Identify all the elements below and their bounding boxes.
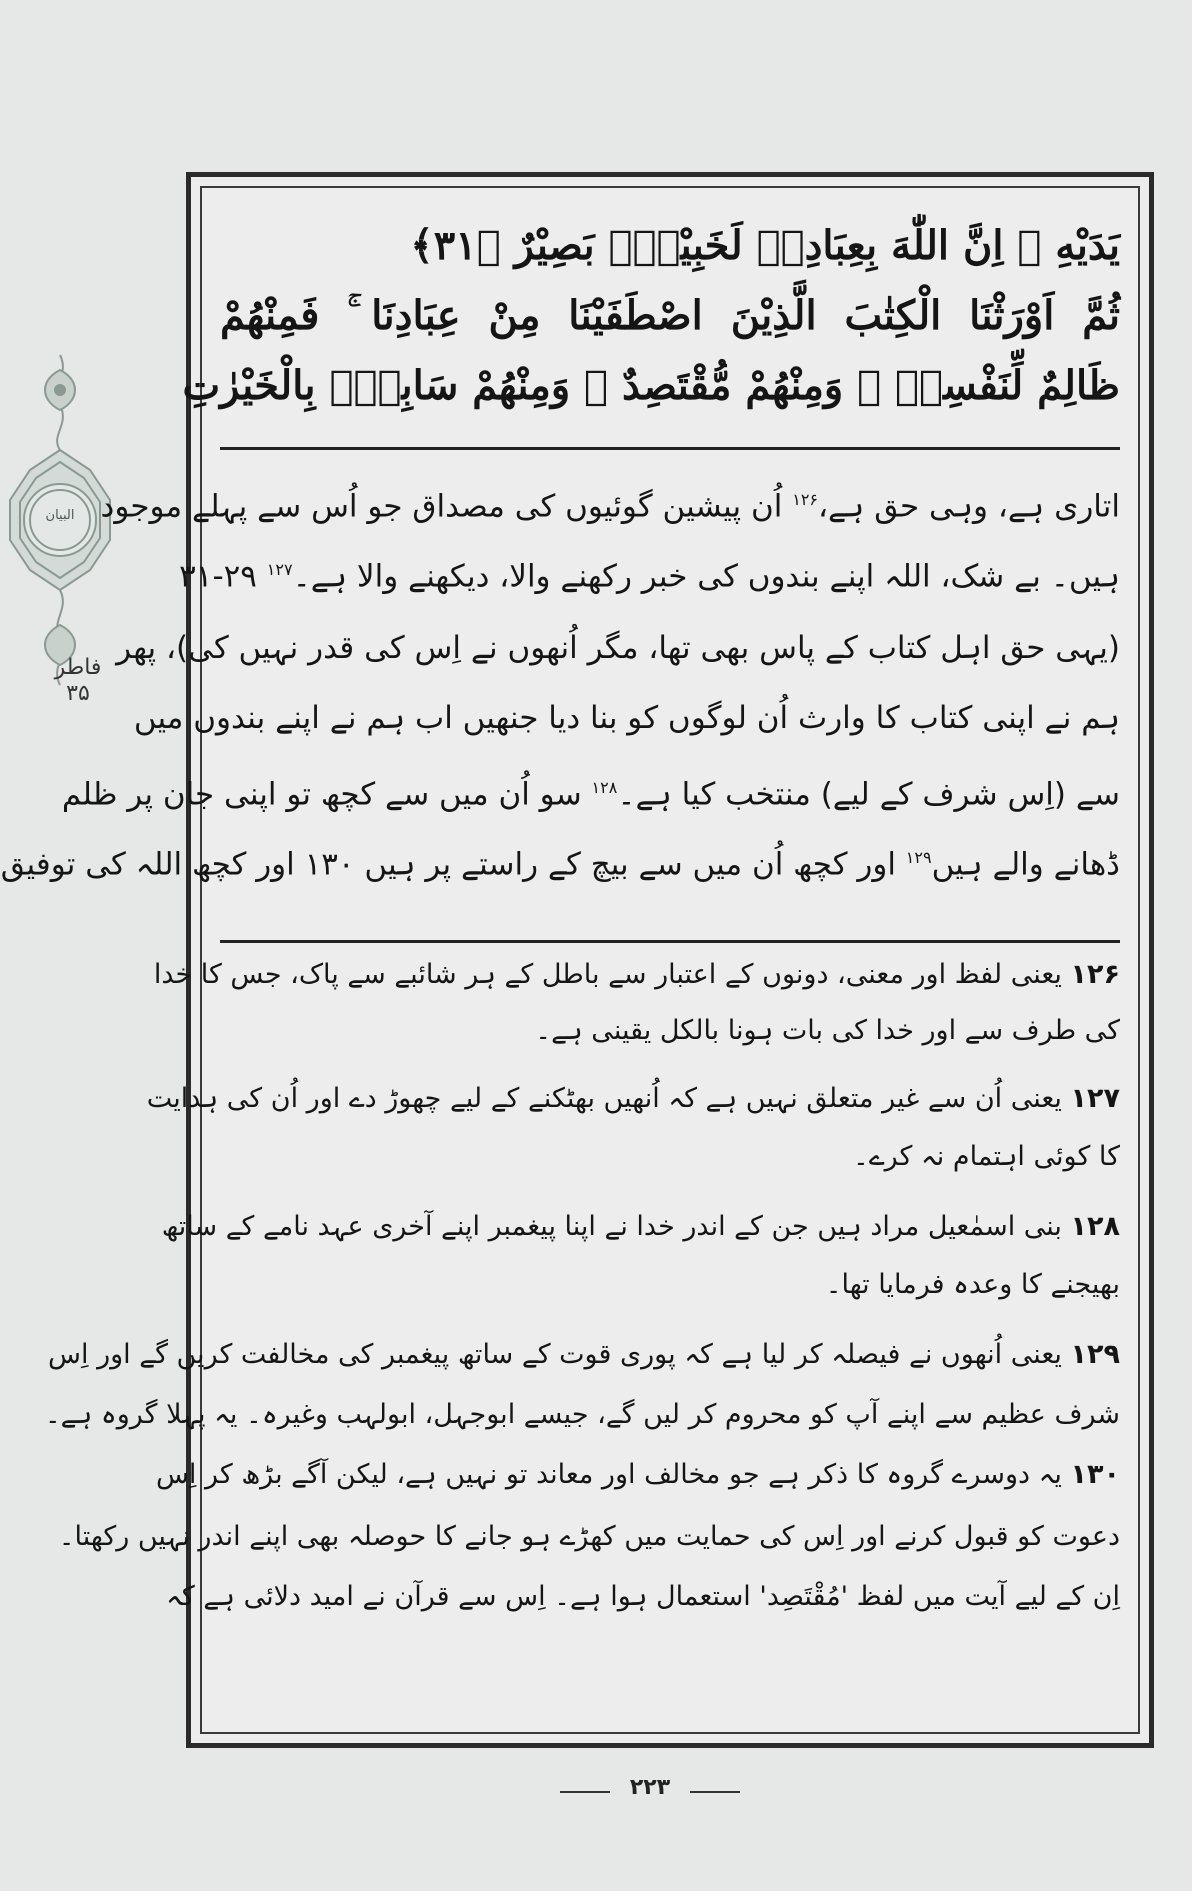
translation-line: ہیں۔ بے شک، اللہ اپنے بندوں کی خبر رکھنے والا، دیکھنے والا ہے۔$^{۱۲۷}$ ۲۹-۳۱ bbox=[179, 558, 1120, 595]
separator-line bbox=[220, 940, 1120, 943]
footnote-line: بھیجنے کا وعدہ فرمایا تھا۔ bbox=[825, 1269, 1120, 1300]
verse-line: ظَالِمٌ لِّنَفْسِهٖ ۚ وَمِنْهُمْ مُّقْتَصِدٌ ۚ وَمِنْهُمْ سَابِقٌۢ بِالْخَيْرٰتِ bbox=[182, 362, 1120, 409]
footnote-number: ۱۲۹ bbox=[1070, 1339, 1120, 1370]
footnote-line: ۱۲۸ بنی اسمٰعیل مراد ہیں جن کے اندر خدا نے اپنا پیغمبر اپنے آخری عہد نامے کے ساتھ bbox=[161, 1211, 1120, 1242]
page-number bbox=[560, 1775, 740, 1805]
footnote-number: ۱۲۷ bbox=[1070, 1083, 1120, 1114]
surah-number: ۳۵ bbox=[66, 681, 90, 706]
footnote-line: کا کوئی اہتمام نہ کرے۔ bbox=[853, 1141, 1120, 1172]
footnote-number: ۱۲۶ bbox=[1070, 959, 1120, 990]
footnote-line: شرف عظیم سے اپنے آپ کو محروم کر لیں گے، جیسے ابوجہل، ابولہب وغیرہ۔ یہ پہلا گروہ ہے۔ bbox=[44, 1399, 1120, 1430]
footnote-line: ۱۳۰ یہ دوسرے گروہ کا ذکر ہے جو مخالف اور معاند تو نہیں ہے، لیکن آگے بڑھ کر اِس bbox=[155, 1459, 1120, 1490]
footnote-line: دعوت کو قبول کرنے اور اِس کی حمایت میں کھڑے ہو جانے کا حوصلہ بھی اپنے اندر نہیں رکھتا۔ bbox=[58, 1521, 1120, 1552]
footnote-number: ۱۲۸ bbox=[1070, 1211, 1120, 1242]
page-number-dash bbox=[560, 1791, 610, 1793]
translation-line: (یہی حق اہل کتاب کے پاس بھی تھا، مگر اُنھوں نے اِس کی قدر نہیں کی)، پھر bbox=[116, 630, 1120, 666]
footnote-ref[interactable]: ۱۲۸ bbox=[591, 778, 618, 797]
footnote-line: کی طرف سے اور خدا کی بات ہونا بالکل یقینی ہے۔ bbox=[535, 1015, 1120, 1046]
verse-line: ثُمَّ اَوْرَثْنَا الْكِتٰبَ الَّذِيْنَ اصْطَفَيْنَا مِنْ عِبَادِنَا ۚ فَمِنْهُمْ bbox=[220, 292, 1120, 339]
footnote-number: ۱۳۰ bbox=[1070, 1459, 1120, 1490]
surah-marker bbox=[48, 655, 108, 707]
footnote-line: ۱۲۶ یعنی لفظ اور معنی، دونوں کے اعتبار سے باطل کے ہر شائبے سے پاک، جس کا خدا bbox=[153, 959, 1120, 990]
translation-line: ڈھانے والے ہیں$^{۱۲۹}$ اور کچھ اُن میں سے بیچ کے راستے پر ہیں ۱۳۰ اور کچھ اللہ کی توفیق bbox=[0, 846, 1120, 883]
footnote-line: ۱۲۷ یعنی اُن سے غیر متعلق نہیں ہے کہ اُنھیں بھٹکنے کے لیے چھوڑ دے اور اُن کی ہدایت bbox=[146, 1083, 1120, 1114]
ornament-label: البیان bbox=[45, 508, 75, 523]
footnote-ref[interactable]: ۱۲۷ bbox=[266, 560, 293, 579]
translation-line: اتاری ہے، وہی حق ہے،$^{۱۲۶}$ اُن پیشین گوئیوں کی مصداق جو اُس سے پہلے موجود bbox=[100, 488, 1120, 525]
footnote-line: اِن کے لیے آیت میں لفظ 'مُقْتَصِد' استعمال ہوا ہے۔ اِس سے قرآن نے امید دلائی ہے کہ bbox=[166, 1581, 1120, 1612]
footnote-line: ۱۲۹ یعنی اُنھوں نے فیصلہ کر لیا ہے کہ پوری قوت کے ساتھ پیغمبر کی مخالفت کریں گے اور اِس bbox=[48, 1339, 1120, 1370]
footnote-ref[interactable]: ۱۲۹ bbox=[905, 848, 932, 867]
page-number-value: ۲۲۳ bbox=[629, 1775, 671, 1800]
page-number-dash bbox=[690, 1791, 740, 1793]
translation-line: ہم نے اپنی کتاب کا وارث اُن لوگوں کو بنا دیا جنھیں اب ہم نے اپنے بندوں میں bbox=[133, 700, 1120, 736]
separator-line bbox=[220, 447, 1120, 450]
translation-line: سے (اِس شرف کے لیے) منتخب کیا ہے۔$^{۱۲۸}$ سو اُن میں سے کچھ تو اپنی جان پر ظلم bbox=[61, 776, 1120, 813]
verse-line: يَدَيْهِ ۭ اِنَّ اللّٰهَ بِعِبَادِهٖ لَخَبِيْرٌۢ بَصِيْرٌ ﴿۳۱﴾ bbox=[410, 222, 1120, 269]
footnote-ref[interactable]: ۱۲۶ bbox=[792, 490, 818, 509]
surah-name: فاطر bbox=[54, 655, 102, 680]
